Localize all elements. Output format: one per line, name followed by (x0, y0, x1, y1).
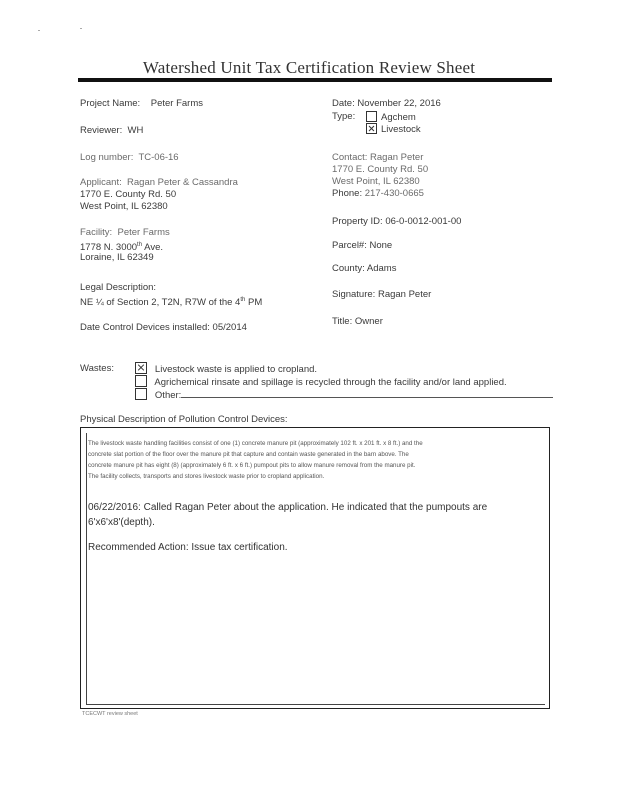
parcel-label: Parcel#: (332, 240, 367, 251)
applicant-label: Applicant: (80, 177, 122, 188)
applicant-name: Ragan Peter & Cassandra (127, 177, 238, 188)
wastes-other-line[interactable] (181, 388, 553, 398)
contact-address1: 1770 E. County Rd. 50 (332, 164, 429, 175)
desc-line: concrete manure pit has eight (8) (approximately 6 ft. x 6 ft.) pumpout pits to allow manure removal from the manure pit. (88, 462, 416, 469)
facility-name: Peter Farms (117, 227, 170, 238)
county-label: County: (332, 263, 365, 274)
date-label: Date: (332, 98, 355, 109)
signature-row (332, 289, 431, 301)
county-row (332, 263, 396, 275)
reviewer-value: WH (127, 125, 144, 136)
installed-label: Date Control Devices installed: (80, 322, 210, 333)
log-number-row (80, 152, 179, 164)
title-row (332, 316, 383, 328)
type-label: Type: (332, 111, 356, 122)
project-name-value: Peter Farms (150, 98, 204, 109)
legal-pre: NE ¼ of Section 2, T2N, R7W of the 4 (80, 297, 241, 309)
signature-label: Signature: (332, 289, 376, 300)
legal-sup: th (240, 297, 246, 303)
wastes-option-livestock (135, 362, 317, 376)
applicant-row (80, 177, 238, 189)
contact-row (332, 152, 423, 164)
wastes-agrichemical-checkbox[interactable] (135, 375, 147, 387)
county-value: Adams (366, 263, 397, 274)
livestock-label: Livestock (381, 124, 421, 135)
title-label: Title: (332, 316, 353, 327)
facility-row (80, 227, 170, 239)
type-livestock-row (366, 123, 421, 136)
review-note (88, 500, 508, 530)
wastes-other-checkbox[interactable] (135, 388, 147, 400)
note-line: 06/22/2016: Called Ragan Peter about the application. He indicated that the pumpouts are (88, 502, 488, 513)
title-value: Owner (354, 316, 383, 327)
contact-label: Contact: (332, 152, 368, 163)
legal-description-value (80, 294, 262, 309)
log-number-label: Log number: (80, 152, 134, 163)
date-value: November 22, 2016 (357, 98, 441, 109)
reviewer-label: Reviewer: (80, 125, 123, 136)
wastes-label: Wastes: (80, 363, 114, 374)
wastes-option-other (135, 388, 553, 402)
signature-value: Ragan Peter (377, 289, 432, 300)
livestock-checkbox[interactable] (366, 123, 377, 134)
legal-description-label: Legal Description: (80, 282, 157, 293)
phone-label: Phone: (332, 188, 363, 199)
installed-row (80, 322, 247, 334)
parcel-value: None (369, 240, 393, 251)
physical-description-text (88, 438, 543, 482)
parcel-row (332, 240, 392, 252)
project-name-row (80, 98, 203, 110)
facility-address2: Loraine, IL 62349 (80, 252, 154, 263)
facility-address1-sup: th (137, 242, 143, 248)
contact-address2: West Point, IL 62380 (332, 176, 420, 187)
wastes-option-agrichemical (135, 375, 507, 389)
applicant-address1: 1770 E. County Rd. 50 (80, 189, 177, 200)
recommended-action: Recommended Action: Issue tax certification. (88, 542, 288, 553)
scan-speck (80, 28, 82, 29)
scan-speck (38, 30, 40, 31)
facility-address1-pre: 1778 N. 3000 (80, 242, 138, 254)
applicant-address2: West Point, IL 62380 (80, 201, 168, 212)
agchem-checkbox[interactable] (366, 111, 377, 122)
wastes-livestock-label: Livestock waste is applied to cropland. (154, 364, 318, 375)
page-title: Watershed Unit Tax Certification Review Sheet (142, 58, 476, 77)
desc-line: The livestock waste handling facilities consist of one (1) concrete manure pit (approximately 102 ft. x 201 ft. x 8 ft.) and the (88, 440, 423, 447)
title-rule (78, 78, 552, 82)
desc-line: concrete slat portion of the floor over the manure pit that capture and contain waste generated in the barn above. The (88, 451, 409, 458)
installed-value: 05/2014 (212, 322, 247, 333)
reviewer-row (80, 125, 143, 137)
phone-value: 217-430-0665 (364, 188, 424, 199)
note-line: 6'x6'x8'(depth). (88, 517, 155, 528)
physical-description-label: Physical Description of Pollution Control Devices: (80, 414, 288, 425)
agchem-label: Agchem (381, 112, 416, 123)
desc-line: The facility collects, transports and stores livestock waste prior to cropland application. (88, 473, 325, 480)
wastes-other-label: Other: (154, 390, 182, 401)
property-id-row (332, 216, 461, 228)
phone-row (332, 188, 424, 200)
property-id-value: 06-0-0012-001-00 (385, 216, 462, 227)
footer-text: TCECWT review sheet (82, 711, 138, 717)
log-number-value: TC-06-16 (138, 152, 179, 163)
facility-address1-post: Ave. (142, 242, 164, 254)
date-row (332, 98, 441, 110)
property-id-label: Property ID: (332, 216, 383, 227)
wastes-livestock-checkbox[interactable] (135, 362, 147, 374)
facility-label: Facility: (80, 227, 113, 238)
wastes-agrichemical-label: Agrichemical rinsate and spillage is recycled through the facility and/or land applied. (154, 377, 507, 388)
project-name-label: Project Name: (80, 98, 141, 109)
legal-post: PM (245, 297, 263, 309)
contact-name: Ragan Peter (370, 152, 424, 163)
